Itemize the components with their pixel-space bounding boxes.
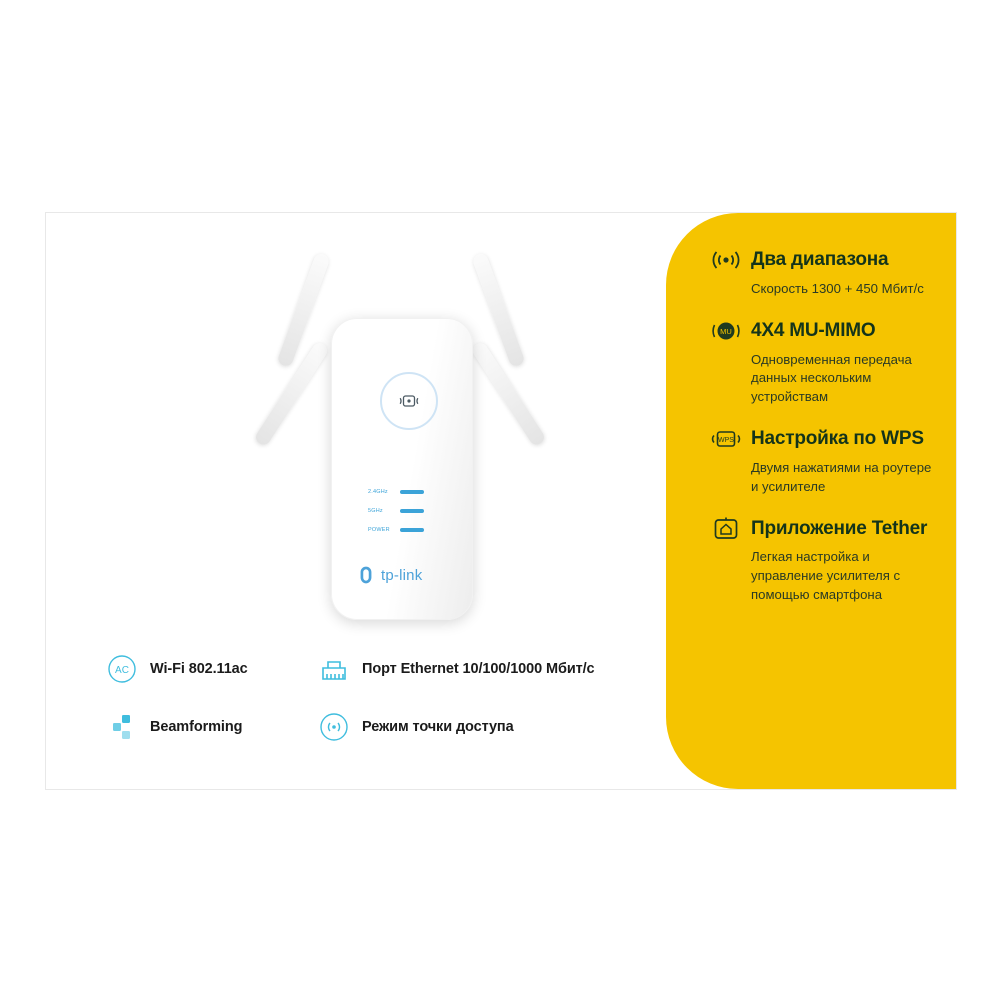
highlight-desc: Одновременная передача данных нескольким устройствам <box>751 351 912 405</box>
svg-text:MU: MU <box>720 326 732 336</box>
led-row <box>368 489 438 495</box>
highlight-title: Настройка по WPS <box>751 428 924 450</box>
beamforming-icon <box>106 711 138 743</box>
highlights-panel <box>666 213 956 789</box>
led-row <box>368 527 438 533</box>
brand-logo <box>356 565 450 585</box>
tp-link-mark-icon <box>356 565 376 585</box>
wps-icon <box>711 424 741 454</box>
feature-ethernet-port <box>318 653 595 685</box>
highlight-title: Приложение Tether <box>751 517 928 539</box>
highlight-mu-mimo <box>711 316 941 407</box>
led-label: 2.4GHz <box>368 489 388 495</box>
led-label: 5GHz <box>368 508 383 514</box>
brand-name: tp-link <box>381 566 423 584</box>
led-indicator-group <box>368 489 438 546</box>
svg-text:AC: AC <box>115 665 129 676</box>
ac-badge-icon <box>106 653 138 685</box>
feature-label: Режим точки доступа <box>362 719 514 735</box>
feature-beamforming <box>106 711 318 743</box>
led-bar <box>400 490 424 494</box>
wps-button-icon <box>380 372 438 430</box>
dual-band-signal-icon <box>711 245 741 275</box>
highlight-wps <box>711 424 941 496</box>
tether-app-home-icon <box>711 513 741 543</box>
highlight-desc: Скорость 1300 + 450 Мбит/с <box>751 281 924 296</box>
bottom-feature-list <box>106 653 706 769</box>
feature-access-point-mode <box>318 711 514 743</box>
highlight-title: Два диапазона <box>751 249 889 271</box>
svg-text:WPS: WPS <box>718 436 734 444</box>
highlight-tether-app <box>711 513 941 604</box>
ethernet-port-icon <box>318 653 350 685</box>
led-bar <box>400 528 424 532</box>
highlight-desc: Двумя нажатиями на роутере и усилителе <box>751 459 932 494</box>
feature-label: Wi-Fi 802.11ac <box>150 661 248 677</box>
mu-mimo-icon <box>711 316 741 346</box>
bottom-feature-row <box>106 711 706 743</box>
access-point-mode-icon <box>318 711 350 743</box>
feature-label: Порт Ethernet 10/100/1000 Мбит/с <box>362 661 595 677</box>
feature-wifi-ac <box>106 653 318 685</box>
bottom-feature-row <box>106 653 706 685</box>
led-row <box>368 508 438 514</box>
product-card <box>45 212 957 790</box>
highlight-dual-band <box>711 245 941 299</box>
led-bar <box>400 509 424 513</box>
highlight-desc: Легкая настройка и управление усилителя с помощью смартфона <box>751 549 901 602</box>
device-illustration <box>196 223 616 643</box>
highlight-title: 4X4 MU-MIMO <box>751 320 876 342</box>
led-label: POWER <box>368 527 390 533</box>
device-body <box>331 318 473 620</box>
feature-label: Beamforming <box>150 719 243 735</box>
